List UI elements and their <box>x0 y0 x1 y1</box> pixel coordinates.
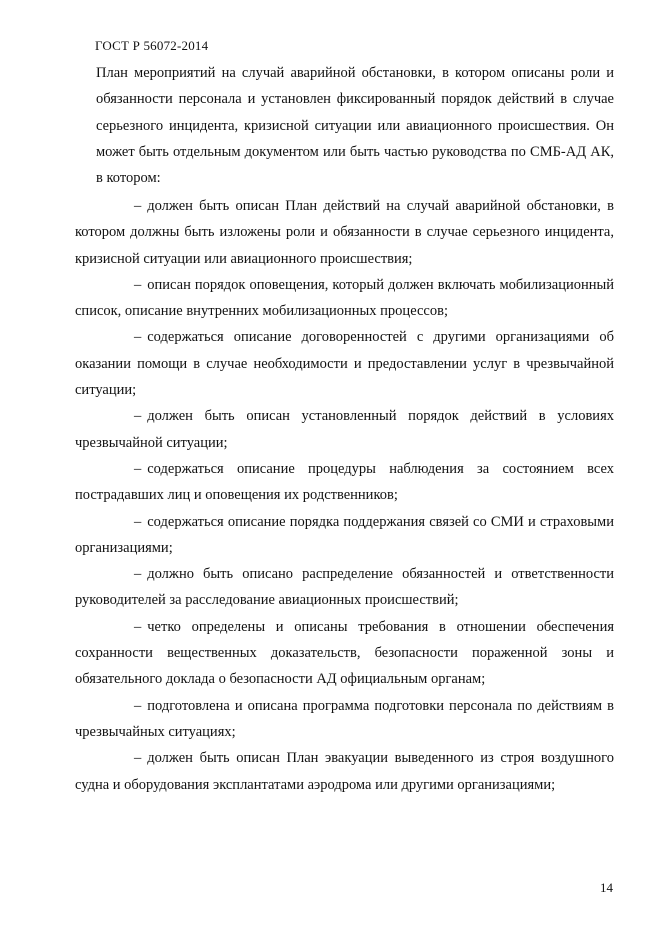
dash-marker: – <box>134 198 142 214</box>
list-item-text: содержаться описание договоренностей с другими организациями об оказании помощи в случае необходимости и предоставлении услуг в чрезвычайной ситуации; <box>75 329 614 399</box>
list-item <box>75 272 614 325</box>
list-item <box>75 509 614 562</box>
page-number: 14 <box>600 880 613 895</box>
intro-paragraph: План мероприятий на случай аварийной обстановки, в котором описаны роли и обязанности персонала и установлен фиксированный порядок действий в случае серьезного инцидента, кризисной ситуации или авиационного происшествия. Он может быть отдельным документом или быть частью руководства по СМБ-АД АК, в котором: <box>96 65 614 187</box>
list-item <box>75 614 614 693</box>
dash-marker: – <box>134 697 142 714</box>
dash-marker: – <box>134 566 142 583</box>
list-item <box>75 403 614 456</box>
dash-marker: – <box>134 750 142 767</box>
dash-marker: – <box>134 460 142 477</box>
list-item <box>75 193 614 272</box>
list-item-text: содержаться описание порядка поддержания связей со СМИ и страховыми организациями; <box>75 513 614 556</box>
list-item-text: должен быть описан установленный порядок действий в условиях чрезвычайной ситуации; <box>75 408 614 451</box>
dash-marker: – <box>134 408 142 425</box>
list-item <box>75 456 614 509</box>
dash-marker: – <box>134 513 142 530</box>
list-item-text: описан порядок оповещения, который должен включать мобилизационный список, описание внутренних мобилизационных процессов; <box>75 276 614 320</box>
requirements-list <box>75 193 614 798</box>
list-item <box>75 693 614 746</box>
list-item-text: подготовлена и описана программа подготовки персонала по действиям в чрезвычайных ситуациях; <box>75 697 614 740</box>
document-standard-code: ГОСТ Р 56072-2014 <box>95 38 209 53</box>
list-item <box>75 561 614 614</box>
dash-marker: – <box>134 618 142 635</box>
list-item <box>75 745 614 798</box>
list-item-text: содержаться описание процедуры наблюдения за состоянием всех пострадавших лиц и оповещения их родственников; <box>75 460 614 504</box>
list-item-text: должен быть описан План эвакуации выведенного из строя воздушного судна и оборудования эксплантатами аэродрома или другими организациями; <box>75 750 614 793</box>
list-item <box>75 324 614 403</box>
list-item-text: должно быть описано распределение обязанностей и ответственности руководителей за расследование авиационных происшествий; <box>75 566 614 609</box>
list-item-text: четко определены и описаны требования в отношении обеспечения сохранности вещественных доказательств, безопасности пораженной зоны и обязательного доклада о безопасности АД официальным органам; <box>75 618 614 688</box>
list-item-text: должен быть описан План действий на случай аварийной обстановки, в котором должны быть изложены роли и обязанности в случае серьезного инцидента, кризисной ситуации или авиационного происшествия; <box>75 198 614 267</box>
dash-marker: – <box>134 276 142 293</box>
dash-marker: – <box>134 329 142 346</box>
